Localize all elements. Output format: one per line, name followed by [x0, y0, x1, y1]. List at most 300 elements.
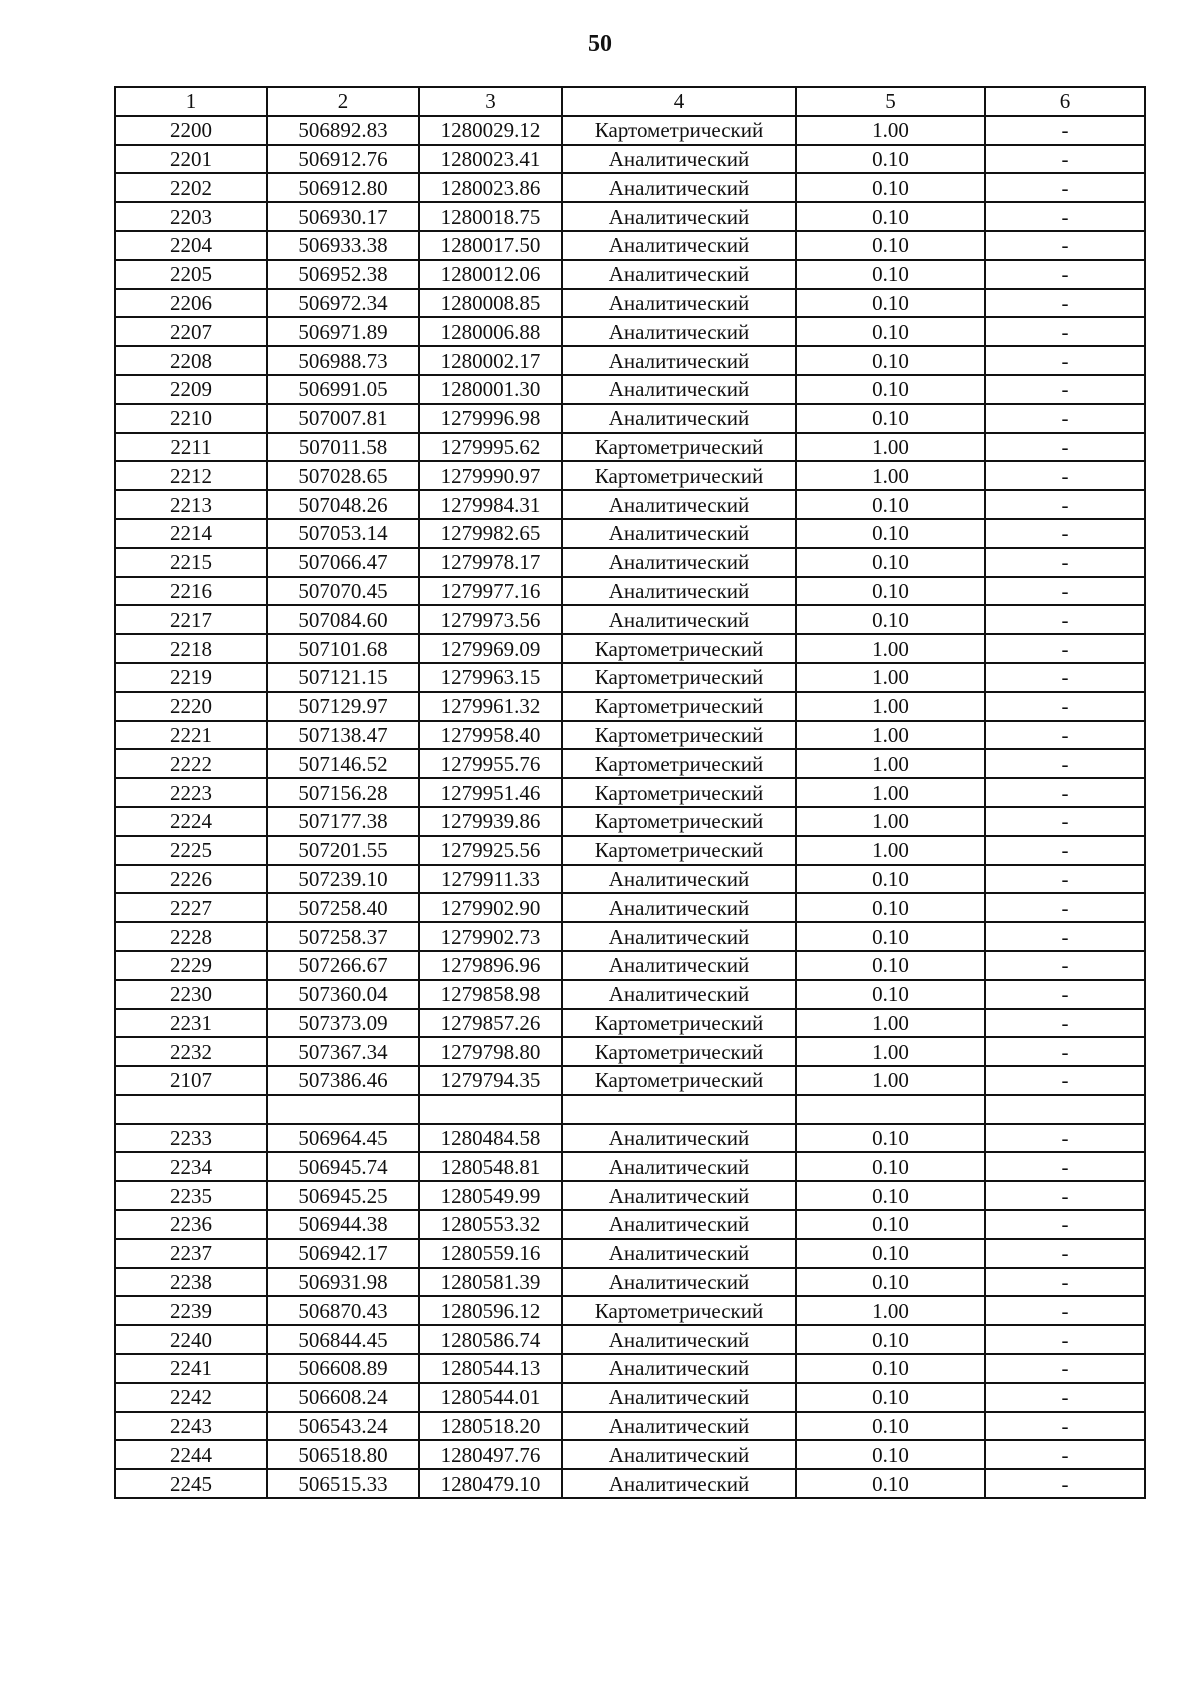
y-coordinate-cell: 1279977.16 [419, 577, 562, 606]
point-number-cell: 2242 [115, 1383, 267, 1412]
method-cell: Аналитический [562, 260, 796, 289]
column-header: 6 [985, 87, 1145, 116]
x-coordinate-cell: 506608.24 [267, 1383, 419, 1412]
x-coordinate-cell [267, 1095, 419, 1124]
x-coordinate-cell: 506944.38 [267, 1210, 419, 1239]
x-coordinate-cell: 507070.45 [267, 577, 419, 606]
x-coordinate-cell: 506945.74 [267, 1152, 419, 1181]
method-cell: Картометрический [562, 836, 796, 865]
accuracy-cell: 0.10 [796, 1440, 985, 1469]
accuracy-cell: 1.00 [796, 116, 985, 145]
accuracy-cell: 1.00 [796, 778, 985, 807]
table-row [115, 404, 1145, 433]
table-row [115, 1181, 1145, 1210]
table-row [115, 145, 1145, 174]
accuracy-cell: 0.10 [796, 1181, 985, 1210]
table-row [115, 548, 1145, 577]
accuracy-cell: 0.10 [796, 922, 985, 951]
description-cell: - [985, 865, 1145, 894]
y-coordinate-cell: 1280017.50 [419, 231, 562, 260]
accuracy-cell: 1.00 [796, 1009, 985, 1038]
y-coordinate-cell: 1280544.01 [419, 1383, 562, 1412]
description-cell: - [985, 231, 1145, 260]
table-row [115, 1383, 1145, 1412]
point-number-cell: 2244 [115, 1440, 267, 1469]
description-cell: - [985, 1009, 1145, 1038]
point-number-cell: 2241 [115, 1354, 267, 1383]
accuracy-cell: 0.10 [796, 951, 985, 980]
accuracy-cell: 0.10 [796, 1152, 985, 1181]
point-number-cell: 2202 [115, 173, 267, 202]
table-header [115, 87, 1145, 116]
accuracy-cell: 1.00 [796, 836, 985, 865]
method-cell: Аналитический [562, 1181, 796, 1210]
y-coordinate-cell: 1280596.12 [419, 1296, 562, 1325]
point-number-cell: 2107 [115, 1066, 267, 1095]
accuracy-cell: 1.00 [796, 807, 985, 836]
table-row [115, 375, 1145, 404]
description-cell: - [985, 1440, 1145, 1469]
table-row [115, 865, 1145, 894]
point-number-cell: 2232 [115, 1037, 267, 1066]
y-coordinate-cell: 1279798.80 [419, 1037, 562, 1066]
y-coordinate-cell: 1280029.12 [419, 116, 562, 145]
method-cell: Картометрический [562, 807, 796, 836]
method-cell: Аналитический [562, 145, 796, 174]
point-number-cell: 2227 [115, 893, 267, 922]
column-header: 4 [562, 87, 796, 116]
method-cell: Аналитический [562, 1354, 796, 1383]
table-row [115, 1009, 1145, 1038]
table-row [115, 1239, 1145, 1268]
table-row [115, 721, 1145, 750]
table-body [115, 116, 1145, 1498]
x-coordinate-cell: 506972.34 [267, 289, 419, 318]
y-coordinate-cell: 1279858.98 [419, 980, 562, 1009]
description-cell: - [985, 317, 1145, 346]
table-row [115, 951, 1145, 980]
method-cell: Аналитический [562, 173, 796, 202]
method-cell: Аналитический [562, 605, 796, 634]
accuracy-cell: 1.00 [796, 433, 985, 462]
y-coordinate-cell: 1279902.90 [419, 893, 562, 922]
description-cell: - [985, 202, 1145, 231]
accuracy-cell: 1.00 [796, 1037, 985, 1066]
accuracy-cell: 1.00 [796, 1296, 985, 1325]
point-number-cell: 2237 [115, 1239, 267, 1268]
description-cell: - [985, 461, 1145, 490]
accuracy-cell: 0.10 [796, 231, 985, 260]
x-coordinate-cell: 507146.52 [267, 749, 419, 778]
table-row [115, 1066, 1145, 1095]
table-row [115, 289, 1145, 318]
accuracy-cell: 0.10 [796, 1469, 985, 1498]
x-coordinate-cell: 506608.89 [267, 1354, 419, 1383]
y-coordinate-cell: 1280008.85 [419, 289, 562, 318]
accuracy-cell: 0.10 [796, 1412, 985, 1441]
y-coordinate-cell: 1279951.46 [419, 778, 562, 807]
x-coordinate-cell: 507028.65 [267, 461, 419, 490]
page-number: 50 [588, 31, 612, 57]
table-row [115, 231, 1145, 260]
accuracy-cell: 0.10 [796, 1124, 985, 1153]
method-cell: Аналитический [562, 317, 796, 346]
table-row [115, 836, 1145, 865]
method-cell: Картометрический [562, 778, 796, 807]
table-row [115, 519, 1145, 548]
x-coordinate-cell: 507367.34 [267, 1037, 419, 1066]
point-number-cell: 2216 [115, 577, 267, 606]
point-number-cell: 2200 [115, 116, 267, 145]
point-number-cell: 2233 [115, 1124, 267, 1153]
accuracy-cell: 0.10 [796, 490, 985, 519]
point-number-cell: 2210 [115, 404, 267, 433]
x-coordinate-cell: 506964.45 [267, 1124, 419, 1153]
method-cell: Аналитический [562, 346, 796, 375]
point-number-cell: 2208 [115, 346, 267, 375]
description-cell: - [985, 749, 1145, 778]
y-coordinate-cell: 1279857.26 [419, 1009, 562, 1038]
accuracy-cell: 1.00 [796, 634, 985, 663]
x-coordinate-cell: 507129.97 [267, 692, 419, 721]
coordinates-table [114, 86, 1146, 1499]
point-number-cell: 2220 [115, 692, 267, 721]
x-coordinate-cell: 506931.98 [267, 1268, 419, 1297]
column-header: 2 [267, 87, 419, 116]
accuracy-cell: 1.00 [796, 749, 985, 778]
accuracy-cell: 0.10 [796, 519, 985, 548]
point-number-cell: 2204 [115, 231, 267, 260]
table-row [115, 663, 1145, 692]
x-coordinate-cell: 507258.37 [267, 922, 419, 951]
method-cell: Аналитический [562, 1469, 796, 1498]
table-row [115, 1210, 1145, 1239]
description-cell: - [985, 1181, 1145, 1210]
x-coordinate-cell: 506515.33 [267, 1469, 419, 1498]
description-cell: - [985, 173, 1145, 202]
description-cell: - [985, 893, 1145, 922]
description-cell: - [985, 375, 1145, 404]
x-coordinate-cell: 507101.68 [267, 634, 419, 663]
table-row [115, 749, 1145, 778]
x-coordinate-cell: 507138.47 [267, 721, 419, 750]
method-cell: Аналитический [562, 375, 796, 404]
table-row [115, 980, 1145, 1009]
y-coordinate-cell: 1280548.81 [419, 1152, 562, 1181]
description-cell: - [985, 807, 1145, 836]
description-cell: - [985, 1066, 1145, 1095]
x-coordinate-cell: 506988.73 [267, 346, 419, 375]
y-coordinate-cell: 1280553.32 [419, 1210, 562, 1239]
table-row [115, 346, 1145, 375]
table-row [115, 922, 1145, 951]
x-coordinate-cell: 506945.25 [267, 1181, 419, 1210]
table-row [115, 692, 1145, 721]
point-number-cell: 2222 [115, 749, 267, 778]
table-row [115, 1296, 1145, 1325]
y-coordinate-cell: 1279978.17 [419, 548, 562, 577]
description-cell: - [985, 1268, 1145, 1297]
y-coordinate-cell: 1279902.73 [419, 922, 562, 951]
method-cell: Аналитический [562, 922, 796, 951]
table-row [115, 116, 1145, 145]
description-cell: - [985, 289, 1145, 318]
method-cell: Аналитический [562, 1383, 796, 1412]
y-coordinate-cell [419, 1095, 562, 1124]
x-coordinate-cell: 506952.38 [267, 260, 419, 289]
table-row [115, 1440, 1145, 1469]
description-cell: - [985, 1469, 1145, 1498]
table-row [115, 1037, 1145, 1066]
description-cell: - [985, 433, 1145, 462]
description-cell: - [985, 1325, 1145, 1354]
description-cell: - [985, 605, 1145, 634]
method-cell: Аналитический [562, 1268, 796, 1297]
table-row [115, 605, 1145, 634]
y-coordinate-cell: 1279911.33 [419, 865, 562, 894]
table-row [115, 1325, 1145, 1354]
description-cell: - [985, 548, 1145, 577]
y-coordinate-cell: 1279794.35 [419, 1066, 562, 1095]
y-coordinate-cell: 1279958.40 [419, 721, 562, 750]
point-number-cell: 2240 [115, 1325, 267, 1354]
x-coordinate-cell: 507084.60 [267, 605, 419, 634]
x-coordinate-cell: 507048.26 [267, 490, 419, 519]
separator-row [115, 1095, 1145, 1124]
accuracy-cell: 0.10 [796, 1354, 985, 1383]
accuracy-cell: 0.10 [796, 145, 985, 174]
method-cell: Картометрический [562, 461, 796, 490]
accuracy-cell: 1.00 [796, 1066, 985, 1095]
y-coordinate-cell: 1280479.10 [419, 1469, 562, 1498]
description-cell: - [985, 404, 1145, 433]
y-coordinate-cell: 1279955.76 [419, 749, 562, 778]
point-number-cell: 2234 [115, 1152, 267, 1181]
point-number-cell: 2214 [115, 519, 267, 548]
method-cell: Картометрический [562, 1296, 796, 1325]
point-number-cell: 2228 [115, 922, 267, 951]
method-cell: Аналитический [562, 1239, 796, 1268]
accuracy-cell: 1.00 [796, 721, 985, 750]
table-row [115, 577, 1145, 606]
description-cell: - [985, 577, 1145, 606]
method-cell: Картометрический [562, 1037, 796, 1066]
accuracy-cell: 0.10 [796, 605, 985, 634]
table-row [115, 807, 1145, 836]
x-coordinate-cell: 506912.76 [267, 145, 419, 174]
accuracy-cell [796, 1095, 985, 1124]
y-coordinate-cell: 1279939.86 [419, 807, 562, 836]
y-coordinate-cell: 1279961.32 [419, 692, 562, 721]
accuracy-cell: 0.10 [796, 375, 985, 404]
description-cell: - [985, 490, 1145, 519]
description-cell: - [985, 836, 1145, 865]
y-coordinate-cell: 1280549.99 [419, 1181, 562, 1210]
x-coordinate-cell: 507373.09 [267, 1009, 419, 1038]
column-header: 3 [419, 87, 562, 116]
point-number-cell: 2230 [115, 980, 267, 1009]
method-cell [562, 1095, 796, 1124]
description-cell: - [985, 145, 1145, 174]
x-coordinate-cell: 507177.38 [267, 807, 419, 836]
description-cell: - [985, 1239, 1145, 1268]
method-cell: Аналитический [562, 951, 796, 980]
description-cell: - [985, 634, 1145, 663]
point-number-cell: 2211 [115, 433, 267, 462]
point-number-cell: 2243 [115, 1412, 267, 1441]
description-cell: - [985, 519, 1145, 548]
table-row [115, 778, 1145, 807]
y-coordinate-cell: 1279982.65 [419, 519, 562, 548]
x-coordinate-cell: 506870.43 [267, 1296, 419, 1325]
table-row [115, 1469, 1145, 1498]
description-cell: - [985, 1037, 1145, 1066]
x-coordinate-cell: 507266.67 [267, 951, 419, 980]
y-coordinate-cell: 1280023.86 [419, 173, 562, 202]
x-coordinate-cell: 507258.40 [267, 893, 419, 922]
x-coordinate-cell: 506892.83 [267, 116, 419, 145]
table-row [115, 461, 1145, 490]
column-header: 1 [115, 87, 267, 116]
y-coordinate-cell: 1279963.15 [419, 663, 562, 692]
table-row [115, 260, 1145, 289]
accuracy-cell: 0.10 [796, 1210, 985, 1239]
x-coordinate-cell: 506991.05 [267, 375, 419, 404]
y-coordinate-cell: 1279990.97 [419, 461, 562, 490]
description-cell: - [985, 663, 1145, 692]
table-row [115, 1152, 1145, 1181]
method-cell: Картометрический [562, 433, 796, 462]
point-number-cell: 2201 [115, 145, 267, 174]
point-number-cell: 2239 [115, 1296, 267, 1325]
accuracy-cell: 0.10 [796, 577, 985, 606]
table-row [115, 1412, 1145, 1441]
description-cell: - [985, 721, 1145, 750]
accuracy-cell: 0.10 [796, 1239, 985, 1268]
method-cell: Аналитический [562, 980, 796, 1009]
method-cell: Аналитический [562, 231, 796, 260]
column-header: 5 [796, 87, 985, 116]
point-number-cell [115, 1095, 267, 1124]
method-cell: Аналитический [562, 1325, 796, 1354]
point-number-cell: 2236 [115, 1210, 267, 1239]
accuracy-cell: 0.10 [796, 260, 985, 289]
table-row [115, 893, 1145, 922]
x-coordinate-cell: 507360.04 [267, 980, 419, 1009]
point-number-cell: 2231 [115, 1009, 267, 1038]
method-cell: Картометрический [562, 663, 796, 692]
point-number-cell: 2245 [115, 1469, 267, 1498]
accuracy-cell: 0.10 [796, 865, 985, 894]
method-cell: Аналитический [562, 577, 796, 606]
point-number-cell: 2215 [115, 548, 267, 577]
y-coordinate-cell: 1279995.62 [419, 433, 562, 462]
description-cell: - [985, 980, 1145, 1009]
description-cell: - [985, 951, 1145, 980]
point-number-cell: 2207 [115, 317, 267, 346]
point-number-cell: 2218 [115, 634, 267, 663]
table-row [115, 634, 1145, 663]
x-coordinate-cell: 506930.17 [267, 202, 419, 231]
x-coordinate-cell: 506912.80 [267, 173, 419, 202]
description-cell: - [985, 1152, 1145, 1181]
description-cell: - [985, 1354, 1145, 1383]
point-number-cell: 2219 [115, 663, 267, 692]
table-row [115, 1354, 1145, 1383]
y-coordinate-cell: 1280484.58 [419, 1124, 562, 1153]
point-number-cell: 2217 [115, 605, 267, 634]
table-row [115, 202, 1145, 231]
table-row [115, 317, 1145, 346]
x-coordinate-cell: 507053.14 [267, 519, 419, 548]
accuracy-cell: 1.00 [796, 663, 985, 692]
table-row [115, 173, 1145, 202]
description-cell: - [985, 260, 1145, 289]
accuracy-cell: 0.10 [796, 893, 985, 922]
point-number-cell: 2226 [115, 865, 267, 894]
accuracy-cell: 0.10 [796, 346, 985, 375]
y-coordinate-cell: 1280497.76 [419, 1440, 562, 1469]
y-coordinate-cell: 1280023.41 [419, 145, 562, 174]
method-cell: Аналитический [562, 519, 796, 548]
point-number-cell: 2213 [115, 490, 267, 519]
method-cell: Картометрический [562, 1066, 796, 1095]
x-coordinate-cell: 507201.55 [267, 836, 419, 865]
x-coordinate-cell: 506971.89 [267, 317, 419, 346]
point-number-cell: 2238 [115, 1268, 267, 1297]
method-cell: Аналитический [562, 548, 796, 577]
y-coordinate-cell: 1279896.96 [419, 951, 562, 980]
method-cell: Аналитический [562, 1440, 796, 1469]
x-coordinate-cell: 506844.45 [267, 1325, 419, 1354]
point-number-cell: 2221 [115, 721, 267, 750]
description-cell: - [985, 116, 1145, 145]
description-cell: - [985, 1124, 1145, 1153]
table-row [115, 1124, 1145, 1153]
method-cell: Картометрический [562, 721, 796, 750]
x-coordinate-cell: 506543.24 [267, 1412, 419, 1441]
y-coordinate-cell: 1280586.74 [419, 1325, 562, 1354]
accuracy-cell: 1.00 [796, 461, 985, 490]
description-cell: - [985, 346, 1145, 375]
x-coordinate-cell: 507121.15 [267, 663, 419, 692]
description-cell: - [985, 1296, 1145, 1325]
method-cell: Аналитический [562, 1412, 796, 1441]
x-coordinate-cell: 507011.58 [267, 433, 419, 462]
accuracy-cell: 0.10 [796, 980, 985, 1009]
method-cell: Аналитический [562, 490, 796, 519]
accuracy-cell: 0.10 [796, 548, 985, 577]
y-coordinate-cell: 1280581.39 [419, 1268, 562, 1297]
y-coordinate-cell: 1279984.31 [419, 490, 562, 519]
accuracy-cell: 0.10 [796, 1268, 985, 1297]
point-number-cell: 2235 [115, 1181, 267, 1210]
description-cell: - [985, 692, 1145, 721]
method-cell: Картометрический [562, 749, 796, 778]
description-cell [985, 1095, 1145, 1124]
accuracy-cell: 0.10 [796, 289, 985, 318]
y-coordinate-cell: 1280012.06 [419, 260, 562, 289]
accuracy-cell: 0.10 [796, 173, 985, 202]
y-coordinate-cell: 1280002.17 [419, 346, 562, 375]
table-row [115, 1268, 1145, 1297]
description-cell: - [985, 1210, 1145, 1239]
x-coordinate-cell: 506933.38 [267, 231, 419, 260]
method-cell: Картометрический [562, 692, 796, 721]
y-coordinate-cell: 1280018.75 [419, 202, 562, 231]
y-coordinate-cell: 1280001.30 [419, 375, 562, 404]
y-coordinate-cell: 1279925.56 [419, 836, 562, 865]
